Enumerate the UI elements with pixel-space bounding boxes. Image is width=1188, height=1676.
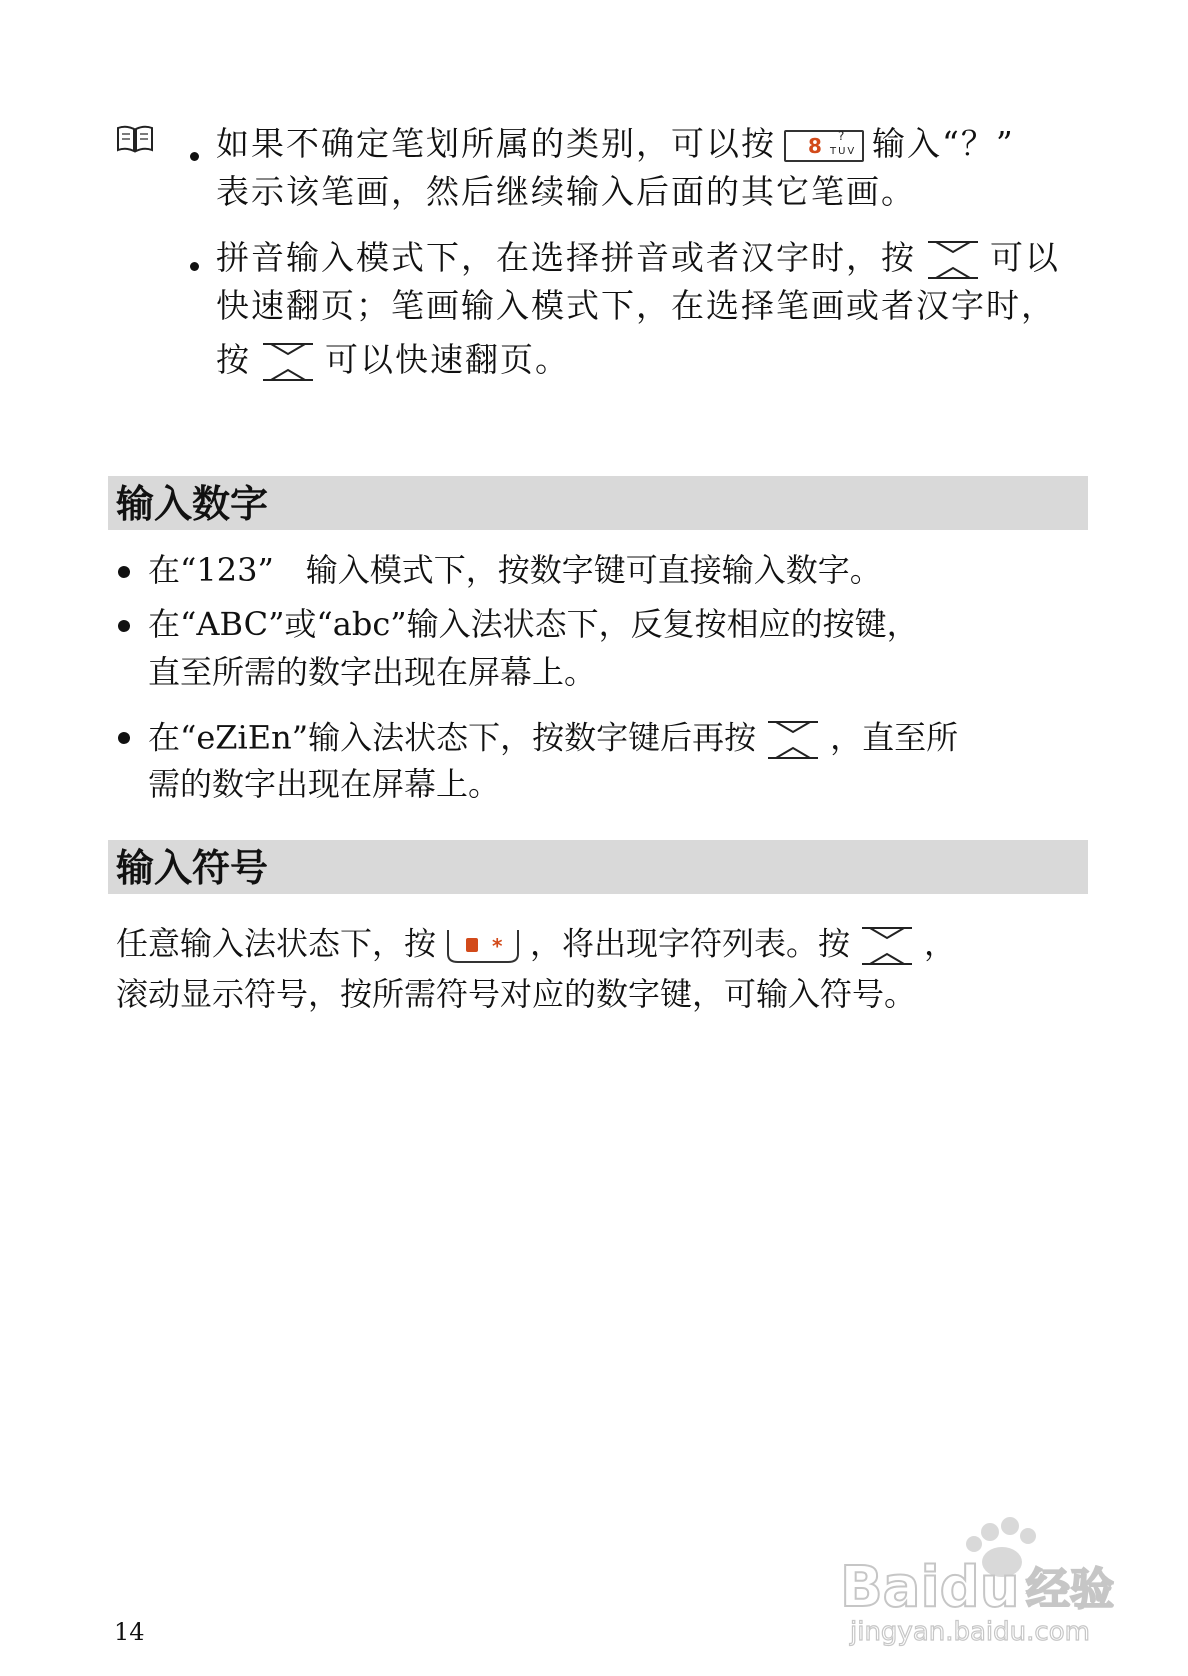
watermark-brand-cn: 经验: [1026, 1564, 1114, 1615]
text: 拼音输入模式下，在选择拼音或者汉字时，按: [216, 238, 916, 277]
key-8-icon: [784, 130, 864, 162]
page-nav-icon: [259, 338, 317, 386]
text: ，: [924, 924, 957, 963]
watermark-url: jingyan.baidu.com: [850, 1617, 1090, 1647]
svg-text:*: *: [492, 934, 503, 958]
text: ，直至所: [830, 718, 959, 757]
text: 按: [216, 340, 251, 379]
section-title: 输入数字: [116, 482, 269, 526]
note-bullet1-line2: 表示该笔画，然后继续输入后面的其它笔画。: [216, 172, 916, 211]
numbers-item3-line1: [148, 716, 958, 764]
text: 如果不确定笔划所属的类别，可以按: [216, 124, 776, 163]
numbers-item2-line2: 直至所需的数字出现在屏幕上。: [148, 653, 597, 691]
note-bullet2-line2: 快速翻页；笔画输入模式下，在选择笔画或者汉字时，: [216, 286, 1056, 325]
key-sub: TUV: [830, 146, 857, 157]
numbers-item1: 在“123” 输入模式下，按数字键可直接输入数字。: [148, 551, 882, 589]
page-number: 14: [114, 1618, 145, 1646]
text: 任意输入法状态下，按: [116, 924, 437, 963]
page-nav-icon: [858, 922, 916, 970]
baidu-jingyan-watermark-logo: [840, 1510, 1140, 1650]
key-sup: ?: [838, 129, 847, 143]
numbers-item3-line2: 需的数字出现在屏幕上。: [148, 765, 501, 803]
bullet: [190, 152, 199, 161]
watermark-brand: Baidu: [840, 1555, 1020, 1620]
symbols-line1: [116, 922, 956, 970]
section-heading-symbols: [108, 840, 1088, 894]
section-title: 输入符号: [116, 846, 269, 890]
text: 可以快速翻页。: [325, 340, 570, 379]
page-nav-icon: [924, 236, 982, 284]
section-heading-numbers: [108, 476, 1088, 530]
bullet: [190, 262, 199, 271]
page-nav-icon: [764, 716, 822, 764]
note-bullet2-line3: [216, 338, 570, 386]
text: 在“eZiEn”输入法状态下，按数字键后再按: [148, 718, 757, 757]
symbols-line2: 滚动显示符号，按所需符号对应的数字键，可输入符号。: [116, 975, 917, 1013]
bullet: [118, 732, 130, 744]
star-key-icon: [444, 926, 522, 966]
text: 输入“？”: [872, 124, 1015, 163]
text: ，将出现字符列表。按: [530, 924, 851, 963]
key-digit: 8: [808, 134, 824, 158]
note-block: [0, 0, 1188, 400]
note-bullet1-line1: [216, 124, 1015, 164]
note-bullet2-line1: [216, 236, 1060, 284]
numbers-item2-line1: 在“ABC”或“abc”输入法状态下，反复按相应的按键，: [148, 605, 919, 643]
bullet: [118, 620, 130, 632]
text: 可以: [990, 238, 1060, 277]
open-book-icon: [116, 124, 154, 154]
bullet: [118, 566, 130, 578]
